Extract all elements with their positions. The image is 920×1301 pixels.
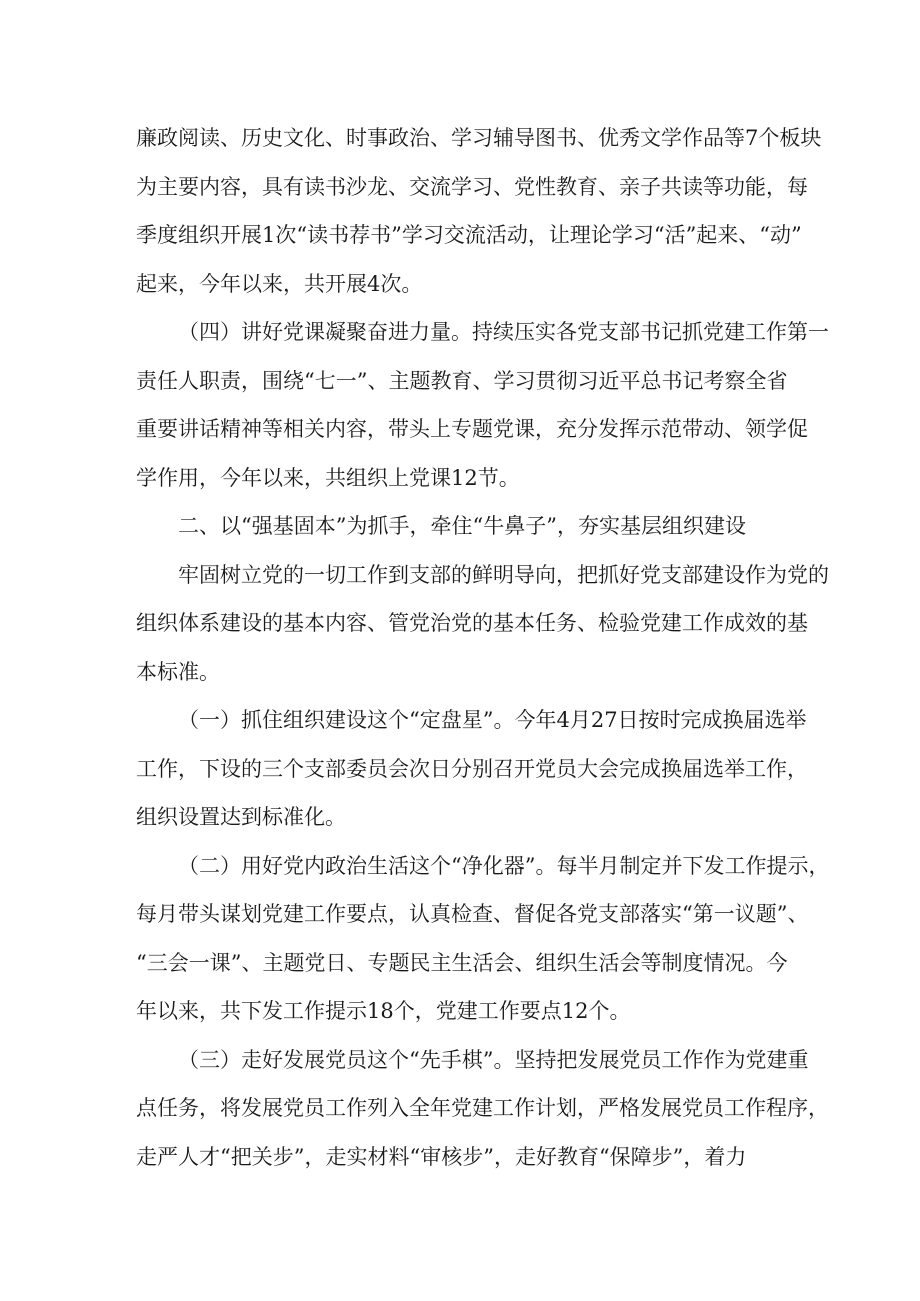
document-body [136,114,830,1181]
text-line: 每月带头谋划党建工作要点，认真检查、督促各党支部落实“第一议题”、 [136,902,809,926]
text-line: 走严人才“把关步”，走实材料“审核步”，走好教育“保障步”，着力 [136,1144,747,1169]
text-line: 组织设置达到标准化。 [136,805,346,829]
text-line: “三会一课”、主题党日、专题民主生活会、组织生活会等制度情况。今 [136,950,788,975]
text-line: 为主要内容，具有读书沙龙、交流学习、党性教育、亲子共读等功能，每 [136,174,808,199]
paragraph-start-line: （三）走好发展党员这个“先手棋”。坚持把发展党员工作作为党建重 [178,1047,809,1072]
paragraph-start-line: （二）用好党内政治生活这个“净化器”。每半月制定并下发工作提示， [178,853,830,878]
text-line: 重要讲话精神等相关内容，带头上专题党课，充分发挥示范带动、领学促 [136,417,808,441]
text-line: 责任人职责，围绕“七一”、主题教育、学习贯彻习近平总书记考察全省 [136,368,788,393]
text-line: 本标准。 [136,659,220,684]
section-heading: 二、以“强基固本”为抓手，牵住“牛鼻子”，夯实基层组织建设 [178,514,746,538]
text-line: 起来，今年以来，共开展4次。 [136,271,423,296]
text-line: 季度组织开展1次“读书荐书”学习交流活动，让理论学习“活”起来、“动” [136,223,802,247]
paragraph-start-line: （一）抓住组织建设这个“定盘星”。今年4月27日按时完成换届选举 [178,708,807,732]
text-line: 年以来，共下发工作提示18个，党建工作要点12个。 [136,999,631,1023]
paragraph-start-line: （四）讲好党课凝聚奋进力量。持续压实各党支部书记抓党建工作第一 [178,320,829,344]
text-line: 工作，下设的三个支部委员会次日分别召开党员大会完成换届选举工作， [136,756,808,781]
text-line: 学作用，今年以来，共组织上党课12节。 [136,465,520,490]
text-line: 组织体系建设的基本内容、管党治党的基本任务、检验党建工作成效的基 [136,611,808,635]
paragraph-start-line: 牢固树立党的一切工作到支部的鲜明导向，把抓好党支部建设作为党的 [178,562,829,587]
text-line: 点任务，将发展党员工作列入全年党建工作计划，严格发展党员工作程序， [136,1096,829,1120]
text-line: 廉政阅读、历史文化、时事政治、学习辅导图书、优秀文学作品等7个板块 [136,126,822,150]
